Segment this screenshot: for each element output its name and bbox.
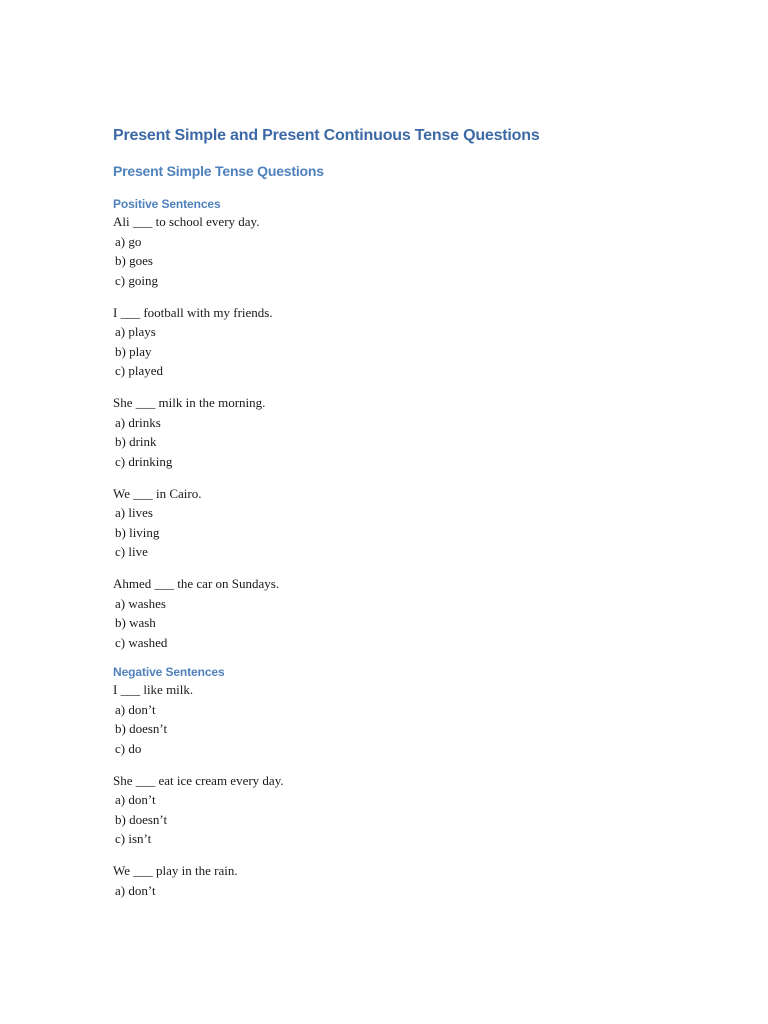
answer-option: b) drink [115, 434, 157, 449]
answer-option: b) doesn’t [115, 721, 168, 736]
answer-option: c) do [115, 740, 142, 756]
question-text: Ali ___ to school every day. [113, 214, 260, 229]
answer-option: a) lives [115, 505, 153, 520]
question-text: Ahmed ___ the car on Sundays. [113, 576, 280, 591]
answer-option: a) washes [115, 595, 166, 611]
question-item [113, 393, 693, 471]
question-text: I ___ like milk. [113, 682, 194, 697]
answer-option: b) doesn’t [115, 811, 168, 827]
answer-option: a) don’t [115, 701, 156, 717]
answer-option: b) living [115, 524, 160, 540]
question-list [113, 680, 693, 900]
answer-option: c) live [115, 544, 148, 559]
answer-option: a) drinks [115, 414, 161, 430]
sections-container [113, 196, 693, 900]
answer-option: b) play [115, 343, 152, 359]
question-text: I ___ football with my friends. [113, 304, 273, 320]
section-subtitle: Present Simple Tense Questions [113, 163, 324, 179]
answer-option: c) drinking [115, 453, 173, 469]
answer-option: c) washed [115, 634, 168, 650]
section-heading: Positive Sentences [113, 197, 221, 211]
question-list [113, 212, 693, 652]
question-item [113, 303, 693, 381]
question-item [113, 484, 693, 562]
answer-option: b) wash [115, 615, 156, 630]
answer-option: b) goes [115, 253, 153, 268]
document-title: Present Simple and Present Continuous Tense Questions [113, 127, 540, 144]
answer-option: a) don’t [115, 792, 156, 807]
question-text: We ___ in Cairo. [113, 485, 202, 501]
document-page [113, 124, 693, 900]
answer-option: a) don’t [115, 882, 156, 898]
section-heading: Negative Sentences [113, 665, 225, 679]
question-item [113, 574, 693, 652]
answer-option: c) going [115, 272, 158, 288]
question-text: We ___ play in the rain. [113, 863, 238, 878]
answer-option: c) isn’t [115, 831, 152, 846]
question-item [113, 680, 693, 758]
answer-option: c) played [115, 363, 164, 378]
question-item [113, 861, 693, 900]
answer-option: a) go [115, 233, 142, 249]
question-text: She ___ eat ice cream every day. [113, 772, 284, 788]
question-item [113, 212, 693, 290]
question-item [113, 771, 693, 849]
answer-option: a) plays [115, 324, 156, 339]
question-text: She ___ milk in the morning. [113, 395, 266, 410]
